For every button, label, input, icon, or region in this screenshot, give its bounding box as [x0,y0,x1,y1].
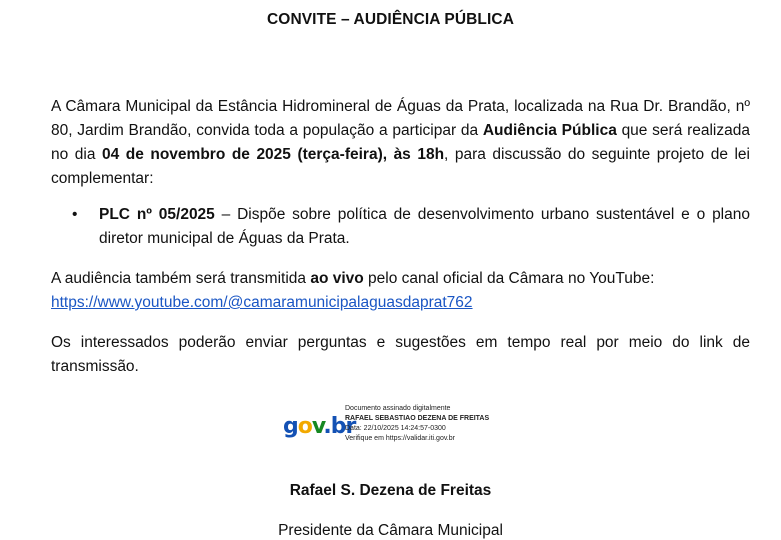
bullet-icon: • [72,206,78,223]
govbr-logo-icon: gov.br [283,414,356,439]
bill-description [99,203,750,251]
invitation-text-2: que será realizada no dia [51,122,750,163]
signer-name: Rafael S. Dezena de Freitas [289,482,492,499]
signature-caption: Documento assinado digitalmente [345,405,451,412]
invitation-text-3: , para discussão do seguinte projeto de lei complementar: [51,146,750,187]
invitation-text-1: A Câmara Municipal da Estância Hidromineral de Águas da Prata, localizada na Rua Dr. Brandão, nº 80, Jardim Brandão, convida toda a população a participar da [51,98,750,139]
broadcast-text-1: A audiência também será transmitida [51,270,311,287]
signer-role: Presidente da Câmara Municipal [278,522,503,539]
document-title: CONVITE – AUDIÊNCIA PÚBLICA [267,11,514,28]
signature-verify: Verifique em https://validar.iti.gov.br [345,435,455,442]
event-name: Audiência Pública [482,122,617,139]
signature-details [345,404,489,444]
digital-signature-stamp [283,404,523,454]
signature-name: RAFAEL SEBASTIAO DEZENA DE FREITAS [345,415,490,422]
invitation-paragraph [51,95,750,191]
broadcast-paragraph [51,267,750,315]
bill-number: PLC nº 05/2025 [99,206,215,223]
live-label: ao vivo [310,270,364,287]
bill-summary: – Dispõe sobre política de desenvolvimento urbano sustentável e o plano diretor municipal de Águas da Prata. [99,206,750,247]
youtube-link[interactable]: https://www.youtube.com/@camaramunicipalaguasdaprat762 [51,294,473,311]
broadcast-text-2: pelo canal oficial da Câmara no YouTube: [363,270,655,287]
signature-date: Data: 22/10/2025 14:24:57-0300 [345,425,446,432]
event-date: 04 de novembro de 2025 (terça-feira), às 18h [101,146,445,163]
questions-paragraph: Os interessados poderão enviar perguntas e sugestões em tempo real por meio do link de transmissão. [51,334,750,375]
